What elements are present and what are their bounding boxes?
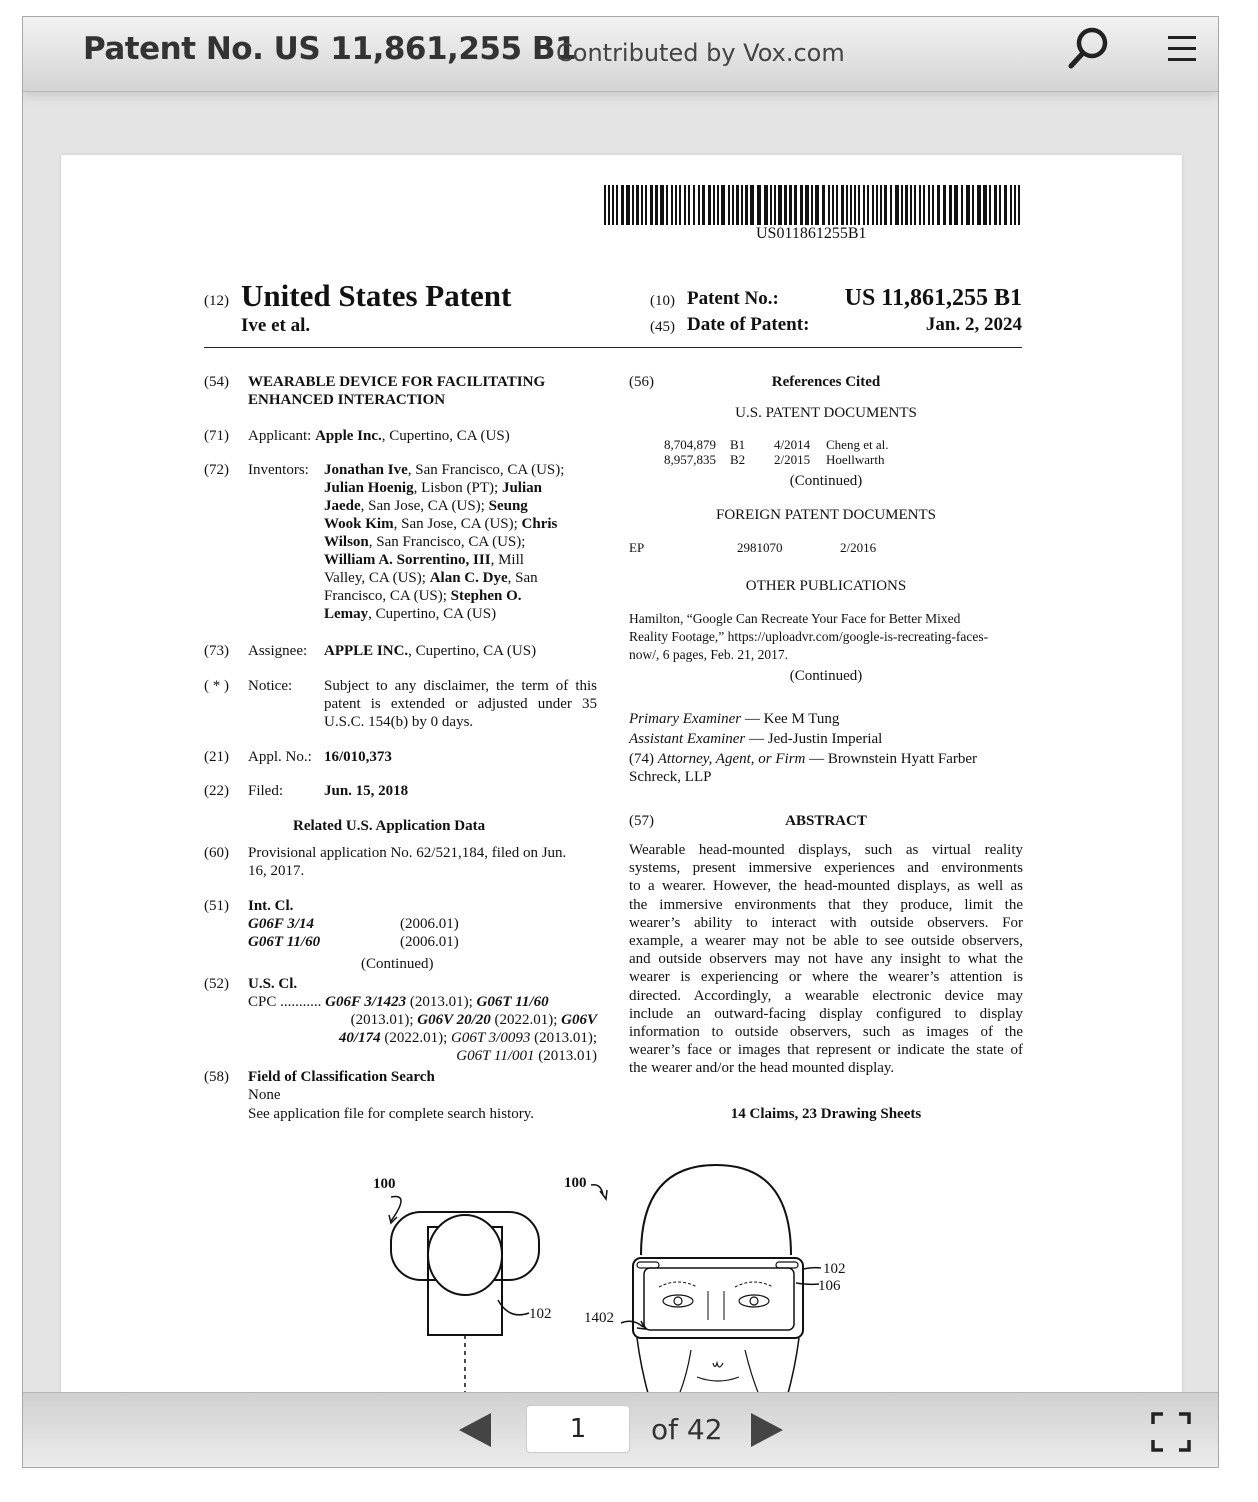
barcode-bar (895, 185, 899, 225)
ref-label-106: 106 (818, 1278, 841, 1294)
barcode-bar (764, 185, 768, 225)
inventor-line (324, 479, 542, 497)
menu-icon[interactable] (1165, 31, 1201, 67)
abstract-heading: ABSTRACT (785, 813, 867, 829)
text-run: G06V 20/20 (417, 1012, 491, 1028)
inventor-line (324, 587, 522, 605)
text-run: G06T 3/0093 (451, 1030, 531, 1046)
notice-label: Notice: (248, 678, 293, 694)
attorney (629, 750, 977, 768)
intcl-code: G06T 11/60 (248, 934, 321, 950)
barcode-bar (671, 185, 673, 225)
barcode-bar (655, 185, 658, 225)
abstract-line: example, a wearer may not be able to see outside observers, (629, 933, 1023, 949)
barcode-bar (811, 185, 813, 225)
text-run: 40/174 (338, 1030, 381, 1046)
applicant-label: Applicant: (248, 428, 312, 444)
ref-label-102: 102 (823, 1261, 846, 1277)
text-run: Jonathan Ive (324, 462, 408, 478)
barcode-bar (717, 185, 719, 225)
barcode-bar (850, 185, 852, 225)
other-pubs-heading: OTHER PUBLICATIONS (745, 578, 907, 594)
barcode-bar (1010, 185, 1012, 225)
intcl-code: G06F 3/14 (248, 916, 314, 932)
date-label: Date of Patent: (687, 314, 810, 335)
barcode-bar (905, 185, 908, 225)
text-run: Alan C. Dye (429, 570, 508, 586)
barcode-bar (728, 185, 730, 225)
assignee (324, 642, 536, 660)
text-run: Wook Kim (324, 516, 394, 532)
barcode-bar (645, 185, 647, 225)
code-52: (52) (204, 976, 229, 992)
text-run: Seung (488, 498, 528, 514)
ref-kind: B1 (730, 437, 746, 452)
attorney-name: — Brownstein Hyatt Farber (805, 751, 978, 767)
claims-summary: 14 Claims, 23 Drawing Sheets (730, 1106, 922, 1122)
barcode-bar (794, 185, 797, 225)
text-run: Chris (521, 516, 558, 532)
text-run: , Lisbon (PT); (413, 480, 502, 496)
barcode-bar (626, 185, 630, 225)
barcode-bar (954, 185, 958, 225)
provisional-line-2: 16, 2017. (248, 863, 305, 879)
primary-examiner-label: Primary Examiner (629, 711, 742, 727)
code-74: (74) (629, 751, 658, 767)
barcode-bar (854, 185, 856, 225)
text-run: Julian (501, 480, 542, 496)
barcode-bar (675, 185, 677, 225)
appl-label: Appl. No.: (248, 749, 312, 765)
notice-line: Subject to any disclaimer, the term of this (324, 678, 597, 694)
barcode-bar (961, 185, 963, 225)
barcode-bar (867, 185, 869, 225)
barcode-bar (750, 185, 754, 225)
barcode-bar (616, 185, 618, 225)
code-72: (72) (204, 462, 229, 478)
code-22: (22) (204, 783, 229, 799)
related-heading: Related U.S. Application Data (293, 818, 486, 834)
attorney-name-cont: Schreck, LLP (629, 769, 712, 785)
barcode-bar (999, 185, 1001, 225)
code-21: (21) (204, 749, 229, 765)
other-pub-line: now/, 6 pages, Feb. 21, 2017. (629, 647, 788, 662)
text-run: Valley, CA (US); (324, 570, 430, 586)
ref-label-100: 100 (564, 1175, 587, 1191)
primary-examiner-name: — Kee M Tung (741, 711, 840, 727)
code-45: (45) (650, 319, 675, 335)
barcode-bar (943, 185, 946, 225)
barcode-bar (828, 185, 830, 225)
field-none: None (248, 1087, 281, 1103)
text-run: G06F 3/1423 (325, 994, 407, 1010)
text-run: (2013.01); (406, 994, 477, 1010)
ref-label-102: 102 (529, 1306, 552, 1322)
barcode-bar (736, 185, 739, 225)
attorney-label: Attorney, Agent, or Firm (657, 751, 806, 767)
barcode-bar (757, 185, 761, 225)
code-60: (60) (204, 845, 229, 861)
assignee-label: Assignee: (248, 643, 308, 659)
pagination-bar (23, 1392, 1218, 1467)
ref-date: 4/2014 (774, 437, 811, 452)
barcode-bar (919, 185, 921, 225)
barcode-number: US011861255B1 (756, 225, 867, 242)
barcode-bar (698, 185, 700, 225)
inventor-line (324, 461, 564, 479)
contributor-label: Contributed by Vox.com (556, 39, 845, 67)
barcode-bar (863, 185, 865, 225)
barcode-bar (846, 185, 848, 225)
barcode-bar (708, 185, 711, 225)
ref-label-100: 100 (373, 1176, 396, 1192)
code-51: (51) (204, 898, 229, 914)
refs-heading: References Cited (771, 374, 881, 390)
barcode-bar (822, 185, 825, 225)
text-run: Wilson (324, 534, 369, 550)
patent-authors: Ive et al. (241, 315, 311, 336)
text-run: (2013.01) (534, 1048, 597, 1064)
intcl-label: Int. Cl. (248, 898, 294, 914)
barcode-bar (815, 185, 819, 225)
barcode-bar (910, 185, 912, 225)
patent-number: US 11,861,255 B1 (844, 285, 1022, 311)
applicant (248, 427, 510, 445)
inventor-line (324, 551, 524, 569)
abstract-line: Wearable head-mounted displays, such as virtual reality (629, 842, 1023, 858)
other-pub-line: Reality Footage,” https://uploadvr.com/google-is-recreating-faces- (629, 629, 989, 644)
page-count: of 42 (651, 1413, 723, 1446)
barcode-bar (972, 185, 974, 225)
abstract-line: wearer’s face or images that represent or indicate the state of (629, 1042, 1023, 1059)
barcode-bar (713, 185, 715, 225)
barcode-bar (949, 185, 952, 225)
viewer-toolbar (23, 17, 1218, 92)
abstract-line: and outside observers may not have any insight to what the (629, 951, 1023, 968)
inventor-line (324, 515, 557, 533)
document-title: Patent No. US 11,861,255 B1 (83, 31, 577, 67)
barcode-bar (890, 185, 892, 225)
code-10: (10) (650, 293, 675, 309)
ref-number: 8,704,879 (664, 437, 716, 452)
barcode-bar (745, 185, 748, 225)
abstract-line: wearer’s ability to interact with outside observers. For (629, 914, 1023, 931)
abstract-line: include an outward-facing display configured to display (629, 1005, 1023, 1022)
arrow-left-icon[interactable] (455, 1411, 495, 1449)
text-run: Stephen O. (450, 588, 522, 604)
page-number-input[interactable]: 1 (526, 1405, 630, 1453)
intcl-version: (2006.01) (400, 934, 459, 950)
text-run: William A. Sorrentino, III (324, 552, 491, 568)
title-line-1: WEARABLE DEVICE FOR FACILITATING (248, 374, 546, 390)
barcode-bar (721, 185, 725, 225)
us-docs-continued: (Continued) (789, 473, 863, 489)
ref-name: Cheng et al. (826, 437, 889, 452)
abstract-line: information to outside observers, such as images of the (629, 1024, 1023, 1040)
appl-number: 16/010,373 (324, 749, 392, 765)
cpc-line (339, 1029, 597, 1047)
barcode-bar (872, 185, 874, 225)
barcode-bar (989, 185, 991, 225)
barcode-bar (632, 185, 634, 225)
provisional-line-1: Provisional application No. 62/521,184, filed on Jun. (248, 845, 567, 861)
intcl-continued: (Continued) (361, 956, 434, 972)
abstract-line: to a wearer. However, the head-mounted displays, as well as (629, 878, 1023, 895)
barcode-bar (732, 185, 734, 225)
ref-kind: B2 (730, 452, 746, 467)
assistant-examiner-label: Assistant Examiner (629, 731, 746, 747)
barcode-bar (983, 185, 987, 225)
barcode-bar (932, 185, 934, 225)
code-54: (54) (204, 374, 229, 390)
filed-date: Jun. 15, 2018 (324, 783, 409, 799)
barcode-bar (604, 185, 606, 225)
barcode-bar (805, 185, 809, 225)
abstract-line: directed. Accordingly, a wearable electronic device may (629, 987, 1023, 1004)
barcode-bar (612, 185, 614, 225)
notice-line: patent is extended or adjusted under 35 (324, 696, 597, 713)
barcode-bar (693, 185, 695, 225)
barcode-bar (836, 185, 838, 225)
assignee-name: APPLE INC. (324, 643, 409, 659)
barcode-bar (966, 185, 970, 225)
text-run: , San (507, 570, 538, 586)
applicant-name: Apple Inc. (315, 428, 382, 444)
code-58: (58) (204, 1069, 229, 1085)
text-run: CPC ........... (248, 994, 326, 1010)
assignee-location: , Cupertino, CA (US) (408, 643, 537, 659)
arrow-right-icon[interactable] (747, 1411, 787, 1449)
foreign-date: 2/2016 (840, 540, 877, 555)
text-run: Julian Hoenig (324, 480, 414, 496)
cpc-line (248, 993, 549, 1011)
text-run: , San Jose, CA (US); (360, 498, 489, 514)
code-71: (71) (204, 428, 229, 444)
barcode-bar (684, 185, 686, 225)
text-run: (2013.01); (530, 1030, 597, 1046)
field-see: See application file for complete search history. (248, 1106, 535, 1122)
abstract-line: systems, present immersive experiences and environments (629, 860, 1023, 877)
abstract-line: the wearer and/or the head mounted display. (629, 1060, 895, 1077)
barcode-bar (702, 185, 705, 225)
field-label: Field of Classification Search (248, 1069, 435, 1085)
barcode-bar (977, 185, 981, 225)
barcode-bar (1014, 185, 1016, 225)
barcode-bar (876, 185, 878, 225)
barcode-bar (778, 185, 782, 225)
barcode-bar (923, 185, 925, 225)
barcode-bar (901, 185, 903, 225)
header-divider (204, 347, 1022, 348)
code-73: (73) (204, 643, 229, 659)
applicant-location: , Cupertino, CA (US) (381, 428, 510, 444)
ref-name: Hoellwarth (826, 452, 885, 467)
barcode-bar (914, 185, 916, 225)
barcode-bar (937, 185, 940, 225)
barcode-bar (688, 185, 690, 225)
text-run: (2022.01); (490, 1012, 562, 1028)
barcode-bar (789, 185, 792, 225)
inventor-line (324, 569, 538, 587)
code-star: ( * ) (204, 678, 229, 694)
fullscreen-icon[interactable] (1151, 1412, 1191, 1452)
other-pub-line: Hamilton, “Google Can Recreate Your Face for Better Mixed (629, 611, 961, 626)
notice-line: U.S.C. 154(b) by 0 days. (324, 714, 474, 731)
primary-examiner (629, 710, 839, 728)
barcode-bar (660, 185, 664, 225)
other-pubs-continued: (Continued) (789, 668, 863, 684)
text-run: Francisco, CA (US); (324, 588, 451, 604)
barcode-bar (800, 185, 803, 225)
cpc-line (456, 1047, 597, 1065)
abstract-line: the immersive environments that they produce, limit the (629, 896, 1023, 913)
text-run: G06T 11/001 (456, 1048, 535, 1064)
barcode-bar (880, 185, 882, 225)
text-run: , San Francisco, CA (US); (368, 534, 526, 550)
intcl-version: (2006.01) (400, 916, 459, 932)
text-run: , Cupertino, CA (US) (368, 606, 497, 622)
patent-page (61, 155, 1182, 1455)
code-12: (12) (204, 293, 229, 309)
barcode-bar (650, 185, 653, 225)
barcode (604, 185, 1025, 225)
barcode-bar (679, 185, 681, 225)
code-57: (57) (629, 813, 654, 829)
barcode-bar (666, 185, 668, 225)
filed-label: Filed: (248, 783, 284, 799)
barcode-bar (928, 185, 930, 225)
barcode-bar (636, 185, 639, 225)
barcode-bar (884, 185, 887, 225)
patent-kind: United States Patent (241, 278, 512, 313)
barcode-bar (784, 185, 787, 225)
title-line-2: ENHANCED INTERACTION (248, 392, 446, 408)
inventors-label: Inventors: (248, 462, 309, 478)
assistant-examiner (629, 730, 882, 748)
text-run: , San Francisco, CA (US); (407, 462, 565, 478)
foreign-country: EP (629, 540, 645, 555)
barcode-bar (832, 185, 834, 225)
barcode-bar (608, 185, 610, 225)
barcode-bar (1004, 185, 1007, 225)
barcode-bar (1018, 185, 1020, 225)
text-run: G06T 11/60 (476, 994, 549, 1010)
document-viewer (22, 16, 1219, 1468)
inventor-line (324, 533, 525, 551)
ref-number: 8,957,835 (664, 452, 716, 467)
inventor-line (324, 497, 528, 515)
abstract-line: wearer is experiencing or where the wearer’s attention is (629, 969, 1023, 986)
foreign-number: 2981070 (737, 540, 783, 555)
text-run: , Mill (490, 552, 524, 568)
cpc-line (351, 1011, 597, 1029)
us-docs-heading: U.S. PATENT DOCUMENTS (735, 405, 917, 421)
text-run: Jaede (324, 498, 361, 514)
barcode-bar (994, 185, 997, 225)
barcode-bar (741, 185, 743, 225)
barcode-bar (774, 185, 776, 225)
barcode-bar (858, 185, 860, 225)
text-run: (2013.01); (350, 1012, 418, 1028)
barcode-bar (841, 185, 844, 225)
patent-no-label: Patent No.: (687, 288, 779, 309)
patent-date: Jan. 2, 2024 (925, 314, 1022, 335)
text-run: (2022.01); (380, 1030, 451, 1046)
text-run: G06V (561, 1012, 597, 1028)
assistant-examiner-name: — Jed-Justin Imperial (745, 731, 883, 747)
foreign-heading: FOREIGN PATENT DOCUMENTS (715, 507, 937, 523)
text-run: , San Jose, CA (US); (393, 516, 522, 532)
search-icon[interactable] (1063, 23, 1113, 73)
ref-date: 2/2015 (774, 452, 811, 467)
ref-label-1402: 1402 (584, 1310, 614, 1326)
text-run: Lemay (324, 606, 369, 622)
uscl-label: U.S. Cl. (248, 976, 298, 992)
barcode-bar (621, 185, 624, 225)
barcode-bar (641, 185, 643, 225)
barcode-bar (770, 185, 772, 225)
code-56: (56) (629, 374, 654, 390)
inventor-line (324, 605, 496, 623)
